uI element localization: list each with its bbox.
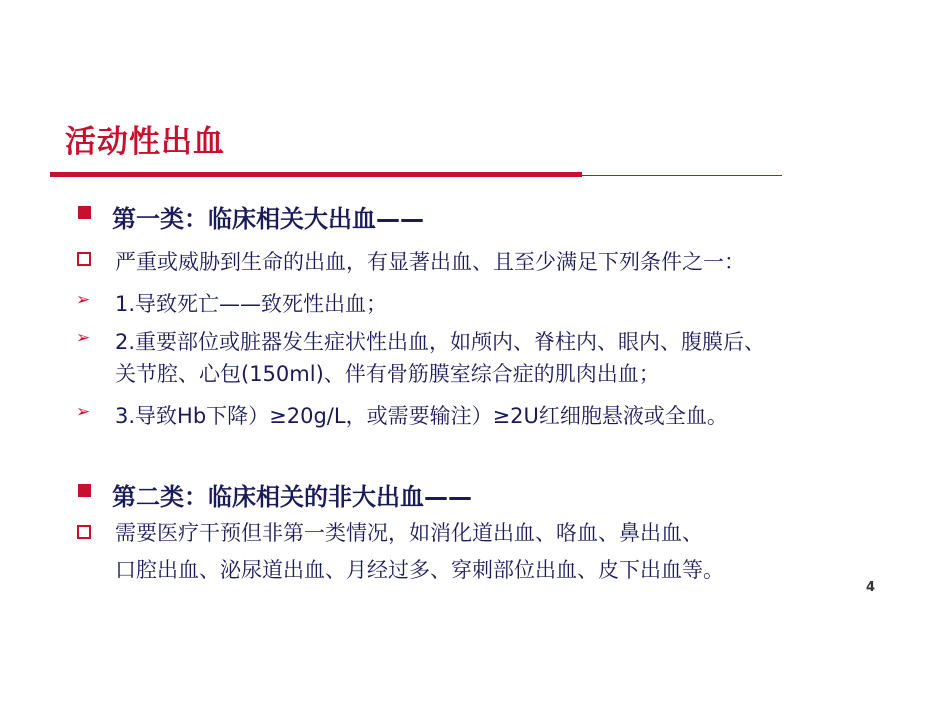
filled-square-bullet-icon: [78, 484, 91, 497]
section1-item-3: 3.导致Hb下降）≥20g/L，或需要输注）≥2U红细胞悬液或全血。: [115, 404, 728, 428]
section2-heading: 第二类：临床相关的非大出血——: [112, 483, 472, 511]
arrow-bullet-icon: ➢: [76, 290, 91, 310]
page-number: 4: [866, 580, 876, 595]
arrow-bullet-icon: ➢: [76, 328, 91, 348]
arrow-bullet-icon: ➢: [76, 402, 91, 422]
section1-heading: 第一类：临床相关大出血——: [112, 205, 424, 233]
filled-square-bullet-icon: [78, 206, 91, 219]
section1-item-2-line-2: 关节腔、心包(150ml)、伴有骨筋膜室综合症的肌肉出血；: [115, 362, 660, 386]
section1-item-1: 1.导致死亡——致死性出血；: [115, 292, 388, 316]
section2-body-line-2: 口腔出血、泌尿道出血、月经过多、穿刺部位出血、皮下出血等。: [115, 558, 724, 582]
slide-title: 活动性出血: [65, 124, 225, 160]
title-underline-extension: [582, 175, 782, 176]
title-underline: [50, 172, 582, 177]
section1-item-2-line-1: 2.重要部位或脏器发生症状性出血，如颅内、脊柱内、眼内、腹膜后、: [115, 330, 766, 354]
outline-square-bullet-icon: [77, 252, 91, 266]
section2-body-line-1: 需要医疗干预但非第一类情况，如消化道出血、咯血、鼻出血、: [115, 521, 703, 545]
outline-square-bullet-icon: [77, 525, 91, 539]
section1-intro: 严重或威胁到生命的出血，有显著出血、且至少满足下列条件之一：: [115, 250, 745, 274]
